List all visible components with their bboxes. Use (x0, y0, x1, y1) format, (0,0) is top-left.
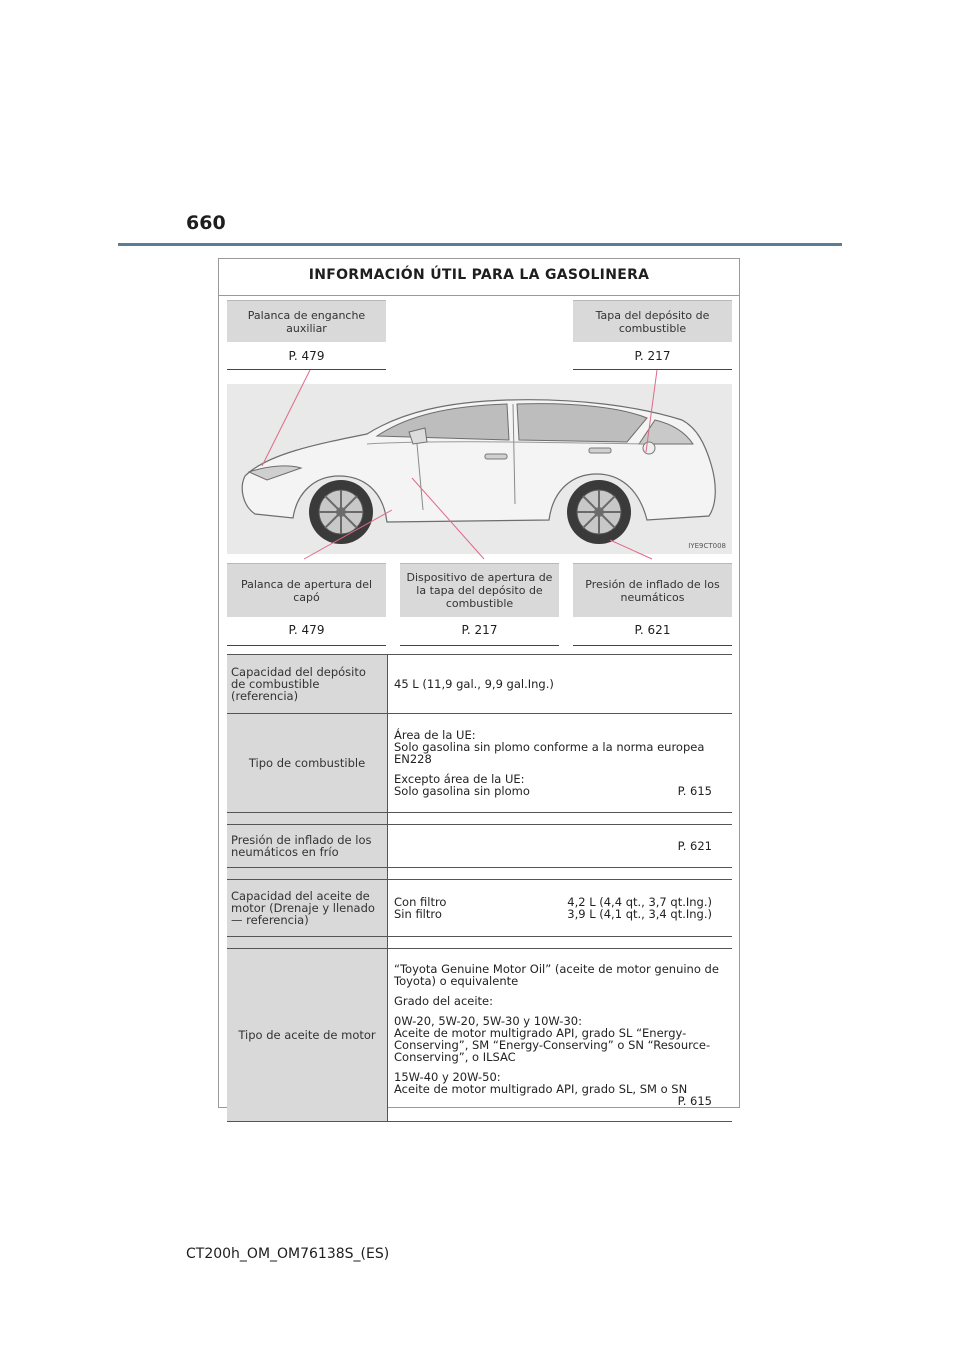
fuel-non-eu-text: Solo gasolina sin plomo (394, 784, 530, 798)
callout-tire-pressure: Presión de inflado de los neumáticos (573, 563, 732, 617)
oil-genuine-text: “Toyota Genuine Motor Oil” (aceite de motor genuino de Toyota) o equivalente (394, 962, 719, 988)
fuel-capacity-value: 45 L (11,9 gal., 9,9 gal.Ing.) (394, 677, 554, 691)
callout-fuel-tank-door: Tapa del depósito de combustible (573, 300, 732, 342)
car-illustration (227, 384, 732, 554)
oil-with-filter-label: Con filtro (394, 895, 447, 909)
title-divider (219, 295, 739, 296)
spec-row-fuel-capacity (227, 655, 732, 714)
spec-row-oil-type (227, 949, 732, 1122)
section-title: INFORMACIÓN ÚTIL PARA LA GASOLINERA (308, 267, 650, 283)
oil-without-filter-label: Sin filtro (394, 907, 442, 921)
page-number: 660 (186, 212, 226, 234)
callout-fuel-door-opener: Dispositivo de apertura de la tapa del depósito de combustible (400, 563, 559, 617)
spec-gap (227, 937, 732, 949)
tire-pressure-page-ref[interactable]: P. 621 (677, 839, 712, 853)
oil-type-page-ref[interactable]: P. 615 (677, 1094, 712, 1108)
fuel-non-eu-title: Excepto área de la UE: (394, 772, 525, 786)
callout-aux-latch-lever: Palanca de enganche auxiliar (227, 300, 386, 342)
oil-with-filter-value: 4,2 L (4,4 qt., 3,7 qt.Ing.) (567, 895, 712, 909)
fuel-eu-title: Área de la UE: (394, 728, 476, 742)
spec-table (227, 654, 732, 1122)
spec-row-tire-pressure (227, 825, 732, 868)
fuel-type-page-ref[interactable]: P. 615 (677, 784, 712, 798)
callout-aux-latch-lever-page[interactable]: P. 479 (227, 349, 386, 370)
footer-doc-code: CT200h_OM_OM76138S_(ES) (186, 1246, 390, 1262)
spec-row-oil-capacity (227, 880, 732, 937)
callout-hood-release-lever-page[interactable]: P. 479 (227, 623, 386, 646)
oil-type-label: Tipo de aceite de motor (227, 949, 388, 1122)
tire-pressure-label: Presión de inflado de los neumáticos en frío (227, 825, 388, 868)
fuel-type-label: Tipo de combustible (227, 714, 388, 813)
fuel-eu-text: Solo gasolina sin plomo conforme a la norma europea EN228 (394, 740, 705, 766)
callout-fuel-door-opener-page[interactable]: P. 217 (400, 623, 559, 646)
car-side-view (227, 384, 732, 554)
spec-gap (227, 813, 732, 825)
oil-type-value (388, 949, 733, 1122)
oil-capacity-value (388, 880, 733, 937)
fuel-capacity-label: Capacidad del depósito de combustible (referencia) (227, 655, 388, 714)
oil-without-filter-value: 3,9 L (4,1 qt., 3,4 qt.Ing.) (567, 907, 712, 921)
callout-tire-pressure-page[interactable]: P. 621 (573, 623, 732, 646)
header-rule (118, 243, 842, 246)
callout-fuel-tank-door-page[interactable]: P. 217 (573, 349, 732, 370)
spec-row-fuel-type (227, 714, 732, 813)
oil-grade2-title: 15W-40 y 20W-50: (394, 1070, 501, 1084)
fuel-type-value (388, 714, 733, 813)
oil-grade-title: Grado del aceite: (394, 994, 494, 1008)
image-id: IYE9CT008 (688, 542, 726, 550)
oil-capacity-label: Capacidad del aceite de motor (Drenaje y llenado — referencia) (227, 880, 388, 937)
oil-grade2-text: Aceite de motor multigrado API, grado SL, SM o SN (394, 1082, 688, 1096)
oil-grade1-text: Aceite de motor multigrado API, grado SL “Energy-Conserving”, SM “Energy-Conserving” o SN “Resource-Conserving”, o ILSAC (394, 1026, 711, 1064)
spec-gap (227, 868, 732, 880)
oil-grade1-title: 0W-20, 5W-20, 5W-30 y 10W-30: (394, 1014, 582, 1028)
callout-hood-release-lever: Palanca de apertura del capó (227, 563, 386, 617)
